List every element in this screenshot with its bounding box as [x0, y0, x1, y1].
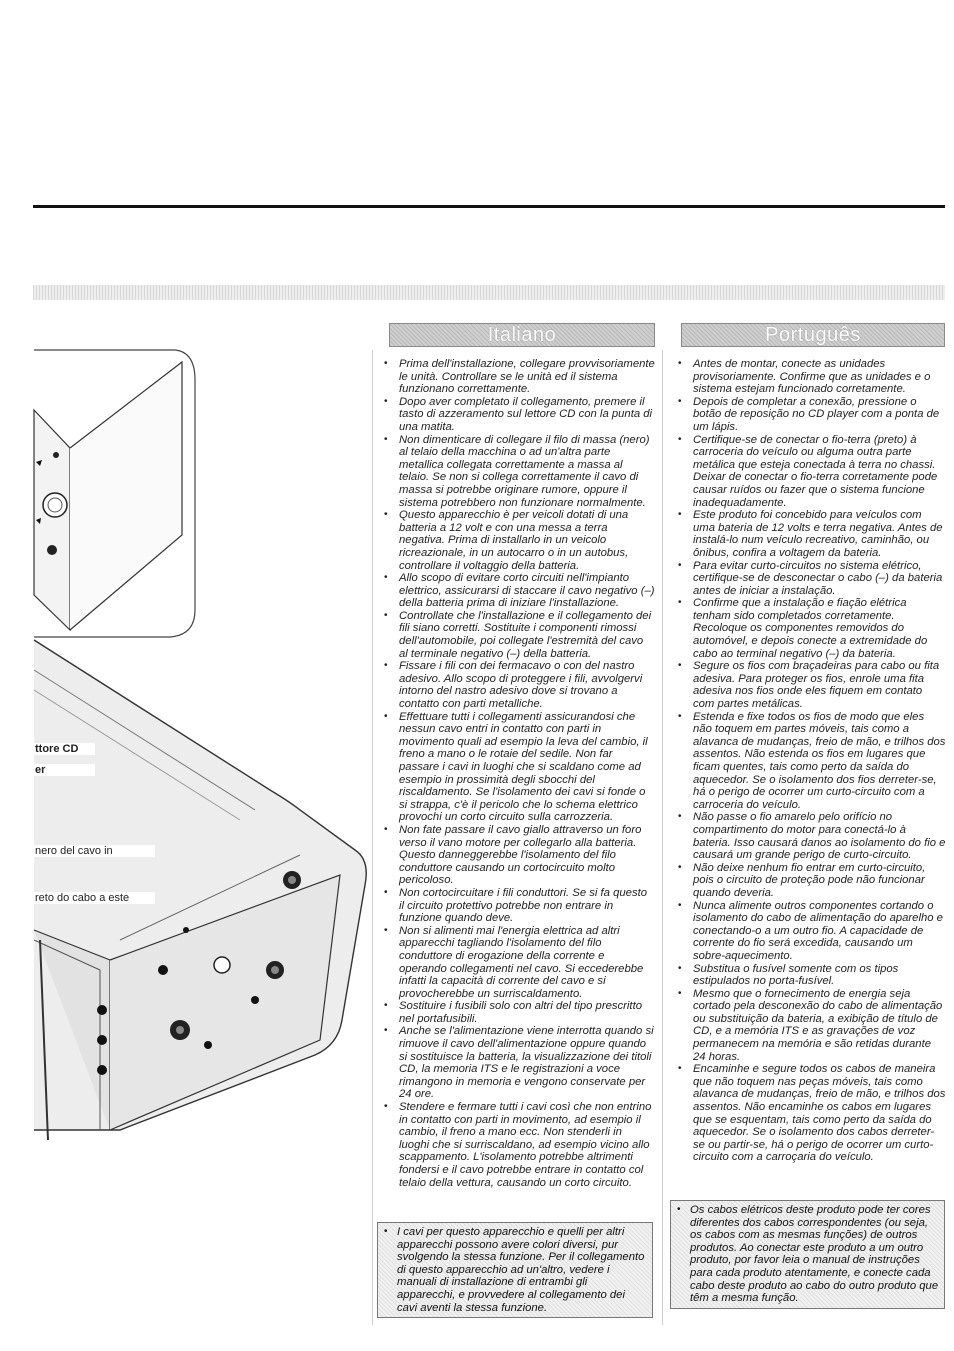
list-item: • Dopo aver completato il collegamento, premere il tasto di azzeramento sul lettore CD con la punta di una matita.: [380, 396, 655, 434]
list-item: • Segure os fios com braçadeiras para cabo ou fita adesiva. Para proteger os fios, enrole uma fita adesiva nos fios onde eles fiquem em contato com partes metálicas.: [674, 660, 946, 710]
header-band: [33, 285, 945, 300]
list-item: • Non cortocircuitare i fili conduttori. Se si fa questo il circuito protettivo potrebbe non entrare in funzione quando deve.: [380, 887, 655, 925]
portugues-column: [674, 358, 946, 1164]
italiano-note: • I cavi per questo apparecchio e quelli per altri apparecchi possono avere colori diversi, pur svolgendo la stessa funzione. Per il collegamento di questo apparecchio ad un'altro, vedere i manuali di installazione di entrambi gli apparecchi, e provvedere al collegamento dei cavi aventi la stessa funzione.: [377, 1222, 653, 1318]
list-item: • Allo scopo di evitare corto circuiti nell'impianto elettrico, assicurarsi di staccare il cavo negativo (–) della batteria prima di iniziare l'installazione.: [380, 572, 655, 610]
portugues-heading: Português: [681, 323, 945, 347]
list-item: • Non si alimenti mai l'energia elettrica ad altri apparecchi tagliando l'isolamento del filo conduttore di erogazione della corrente e operando collegamenti nel cavo. Si eccederebbe infatti la capacità di corrente del cavo e si provocherebbe un surriscaldamento.: [380, 925, 655, 1001]
list-item: • Fissare i fili con dei fermacavo o con del nastro adesivo. Allo scopo di proteggere i fili, avvolgervi intorno del nastro adesivo dove si trovano a contatto con parti metalliche.: [380, 660, 655, 710]
list-item: • Não deixe nenhum fio entrar em curto-circuito, pois o circuito de proteção pode não funcionar quando deveria.: [674, 862, 946, 900]
list-item: • Questo apparecchio è per veicoli dotati di una batteria a 12 volt e con una messa a terra negativa. Prima di installarlo in un veicolo ricreazionale, in un autocarro o in un autobus, controllare il voltaggio della batteria.: [380, 509, 655, 572]
column-separator-2: [662, 350, 663, 1325]
list-item: • Prima dell'installazione, collegare provvisoriamente le unità. Controllare se le unità ed il sistema funzionano correttamente.: [380, 358, 655, 396]
list-item: • Encaminhe e segure todos os cabos de maneira que não toquem nas peças móveis, tais como alavanca de mudanças, freio de mão, e trilhos dos assentos. Não encaminhe os cabos em lugares que se esquentam, tais como perto da saída do aquecedor. Se o isolamento dos cabos derreter-se ou partir-se, há o perigo de ocorrer um curto-circuito com a carroçaria do veículo.: [674, 1063, 946, 1164]
callout-2: er: [33, 764, 95, 776]
top-rule: [33, 205, 945, 208]
italiano-column: [380, 358, 655, 1189]
list-item: • Certifique-se de conectar o fio-terra (preto) à carroceria do veículo ou alguma outra parte metálica que esteja conectada à terra no chassi. Deixar de conectar o fio-terra corretamente pode causar ruídos ou fazer que o sistema funcione inadequadamente.: [674, 434, 946, 510]
list-item: • Depois de completar a conexão, pressione o botão de reposição no CD player com a ponta de um lápis.: [674, 396, 946, 434]
installation-illustration: [0, 340, 370, 1140]
list-item: • Nunca alimente outros componentes cortando o isolamento do cabo de alimentação do aparelho e conectando-o a um outro fio. A capacidade de corrente do fio será excedida, causando um sobre-aquecimento.: [674, 900, 946, 963]
list-item: • Effettuare tutti i collegamenti assicurandosi che nessun cavo entri in contatto con parti in movimento quali ad esempio la leva del cambio, il freno a mano o le rotaie del sedile. Non far passare i cavi in luoghi che si scaldano come ad esempio in prossimità degli sbocchi del riscaldamento. Se l'isolamento dei cavi si fonde o si strappa, c'è il pericolo che lo schema elettrico provochi un corto circuito sulla carrozzeria.: [380, 711, 655, 824]
list-item: • Controllate che l'installazione e il collegamento dei fili siano corretti. Sostituite i componenti rimossi dell'automobile, poi collegate l'estremità del cavo al terminale negativo (–) della batteria.: [380, 610, 655, 660]
list-item: • Mesmo que o fornecimento de energia seja cortado pela desconexão do cabo de alimentação ou substituição da bateria, a exibição de título de CD, e a memória ITS e as gravações de voz permanecem na memória e são retidas durante 24 horas.: [674, 988, 946, 1064]
list-item: • Não passe o fio amarelo pelo orifício no compartimento do motor para conectá-lo à bateria. Isso causará danos ao isolamento do fio e causará um grande perigo de curto-circuito.: [674, 811, 946, 861]
column-separator-1: [372, 350, 373, 1325]
list-item: • Antes de montar, conecte as unidades provisoriamente. Confirme que as unidades e o sistema estejam funcionado corretamente.: [674, 358, 946, 396]
list-item: • Stendere e fermare tutti i cavi così che non entrino in contatto con parti in movimento, ad esempio il cambio, il freno a mano ecc. Non stenderli in luoghi che si surriscaldano, ad esempio vicino allo scappamento. L'isolamento potrebbe altrimenti fondersi e il cavo potrebbe entrare in contatto col telaio della vettura, causando un corto circuito.: [380, 1101, 655, 1189]
list-item: • Anche se l'alimentazione viene interrotta quando si rimuove il cavo dell'alimentazione oppure quando si sostituisce la batteria, la visualizzazione dei titoli CD, la memoria ITS e le registrazioni a voce rimangono in memoria e vengono conservate per 24 ore.: [380, 1025, 655, 1101]
list-item: • Para evitar curto-circuitos no sistema elétrico, certifique-se de desconectar o cabo (–) da bateria antes de iniciar a instalação.: [674, 560, 946, 598]
list-item: • Non dimenticare di collegare il filo di massa (nero) al telaio della macchina o ad un'altra parte metallica collegata correttamente a massa al telaio. Se non si collega correttamente il cavo di massa si potrebbe originare rumore, oppure il sistema potrebbero non funzionare normalmente.: [380, 434, 655, 510]
portugues-note: • Os cabos elétricos deste produto pode ter cores diferentes dos cabos correspondentes (ou seja, os cabos com as mesmas funções) de outros produtos. Ao conectar este produto a um outro produto, por favor leia o manual de instruções para cada produto atentamente, e conecte cada cabo deste produto ao cabo do outro produto que têm a mesma função.: [670, 1200, 945, 1309]
list-item: • Substitua o fusível somente com os tipos estipulados no porta-fusível.: [674, 963, 946, 988]
list-item: • Non fate passare il cavo giallo attraverso un foro verso il vano motore per collegarlo alla batteria. Questo danneggerebbe l'isolamento del filo conduttore causando un cortocircuito molto pericoloso.: [380, 824, 655, 887]
list-item: • Estenda e fixe todos os fios de modo que eles não toquem em partes móveis, tais como a alavanca de mudanças, freio de mão, e trilhos dos assentos. Não estenda os fios em lugares que ficam quentes, tais como perto da saída do aquecedor. Se o isolamento dos fios derreter-se, há o perigo de ocorrer um curto-circuito com a carroceria do veículo.: [674, 711, 946, 812]
callout-1: ttore CD: [33, 743, 95, 755]
list-item: • Sostituire i fusibili solo con altri del tipo prescritto nel portafusibili.: [380, 1000, 655, 1025]
list-item: • Confirme que a instalação e fiação elétrica tenham sido completados corretamente. Recoloque os componentes removidos do automóvel, e depois conecte a extremidade do cabo ao terminal negativo (–) da bateria.: [674, 597, 946, 660]
list-item: • Este produto foi concebido para veículos com uma bateria de 12 volts e terra negativa. Antes de instalá-lo num veículo recreativo, caminhão, ou ônibus, confira a voltagem da bateria.: [674, 509, 946, 559]
callout-3: nero del cavo in: [33, 845, 155, 857]
callout-4: reto do cabo a este: [33, 892, 155, 904]
italiano-heading: Italiano: [389, 323, 655, 347]
